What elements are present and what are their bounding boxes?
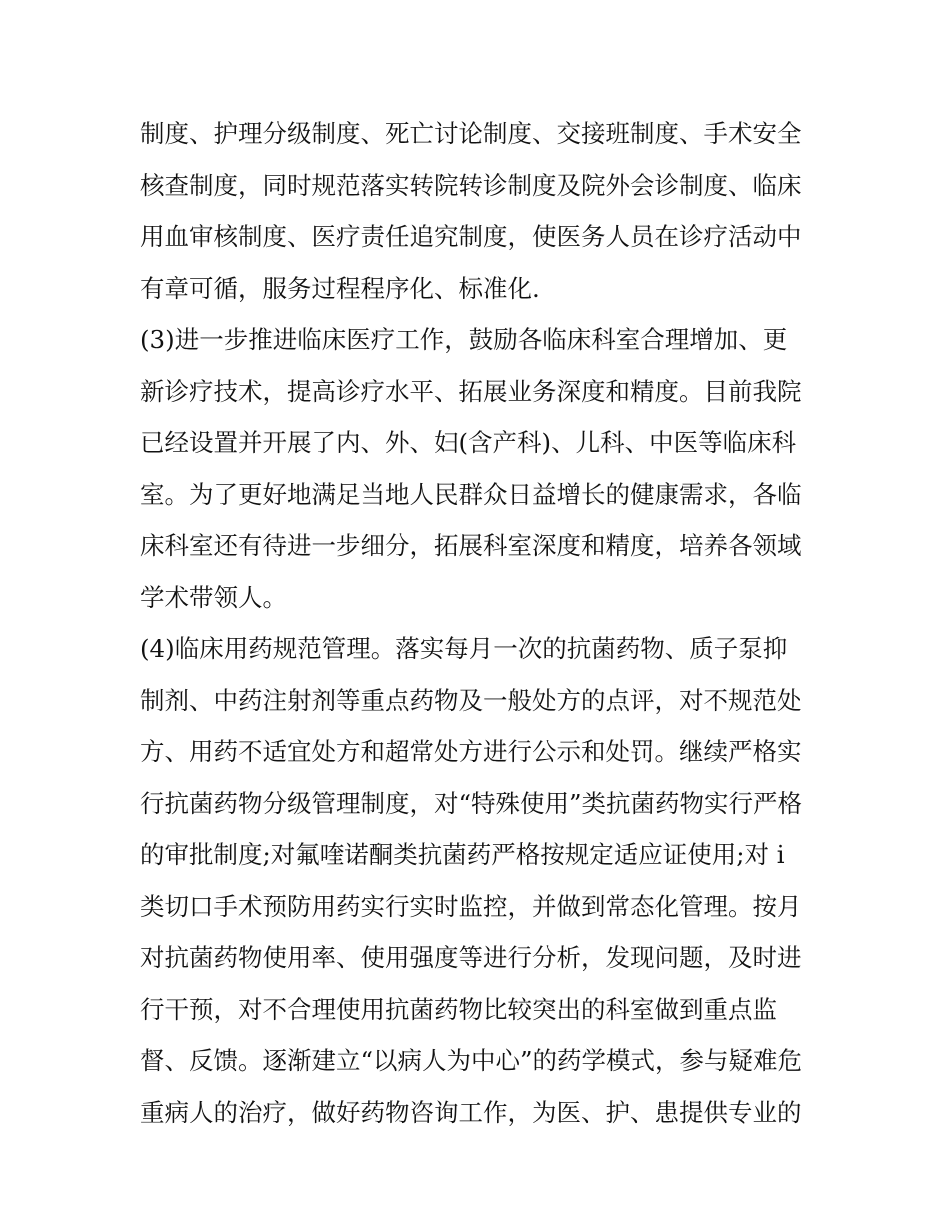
- text-line: 核查制度，同时规范落实转院转诊制度及院外会诊制度、临床: [140, 170, 802, 200]
- text-line: 重病人的治疗，做好药物咨询工作，为医、护、患提供专业的: [140, 1097, 802, 1127]
- text-line: 已经设置并开展了内、外、妇(含产科)、儿科、中医等临床科: [140, 428, 797, 457]
- text-line: 床科室还有待进一步细分，拓展科室深度和精度，培养各领域: [140, 531, 802, 560]
- text-line: 类切口手术预防用药实行实时监控，并做到常态化管理。按月: [140, 891, 802, 921]
- text-line: 学术带领人。: [140, 582, 287, 612]
- text-line: 督、反馈。逐渐建立“以病人为中心”的药学模式，参与疑难危: [140, 1046, 803, 1075]
- document-body: [140, 108, 820, 1138]
- text-line: 方、用药不适宜处方和超常处方进行公示和处罚。继续严格实: [140, 737, 802, 766]
- text-line: 室。为了更好地满足当地人民群众日益增长的健康需求，各临: [140, 479, 802, 509]
- text-line: 对抗菌药物使用率、使用强度等进行分析，发现问题，及时进: [140, 943, 802, 972]
- text-line: 新诊疗技术，提高诊疗水平、拓展业务深度和精度。目前我院: [140, 376, 802, 406]
- text-line: (3)进一步推进临床医疗工作，鼓励各临床科室合理增加、更: [140, 325, 788, 354]
- text-line: 的审批制度;对氟喹诺酮类抗菌药严格按规定适应证使用;对 i: [140, 840, 785, 869]
- text-line: (4)临床用药规范管理。落实每月一次的抗菌药物、质子泵抑: [140, 634, 788, 663]
- text-line: 制度、护理分级制度、死亡讨论制度、交接班制度、手术安全: [140, 119, 802, 148]
- text-line: 制剂、中药注射剂等重点药物及一般处方的点评，对不规范处: [140, 685, 802, 715]
- text-line: 行干预，对不合理使用抗菌药物比较突出的科室做到重点监: [140, 994, 777, 1024]
- text-line: 有章可循，服务过程程序化、标准化.: [140, 273, 540, 303]
- text-line: 行抗菌药物分级管理制度，对“特殊使用”类抗菌药物实行严格: [140, 788, 803, 818]
- text-line: 用血审核制度、医疗责任追究制度，使医务人员在诊疗活动中: [140, 222, 802, 251]
